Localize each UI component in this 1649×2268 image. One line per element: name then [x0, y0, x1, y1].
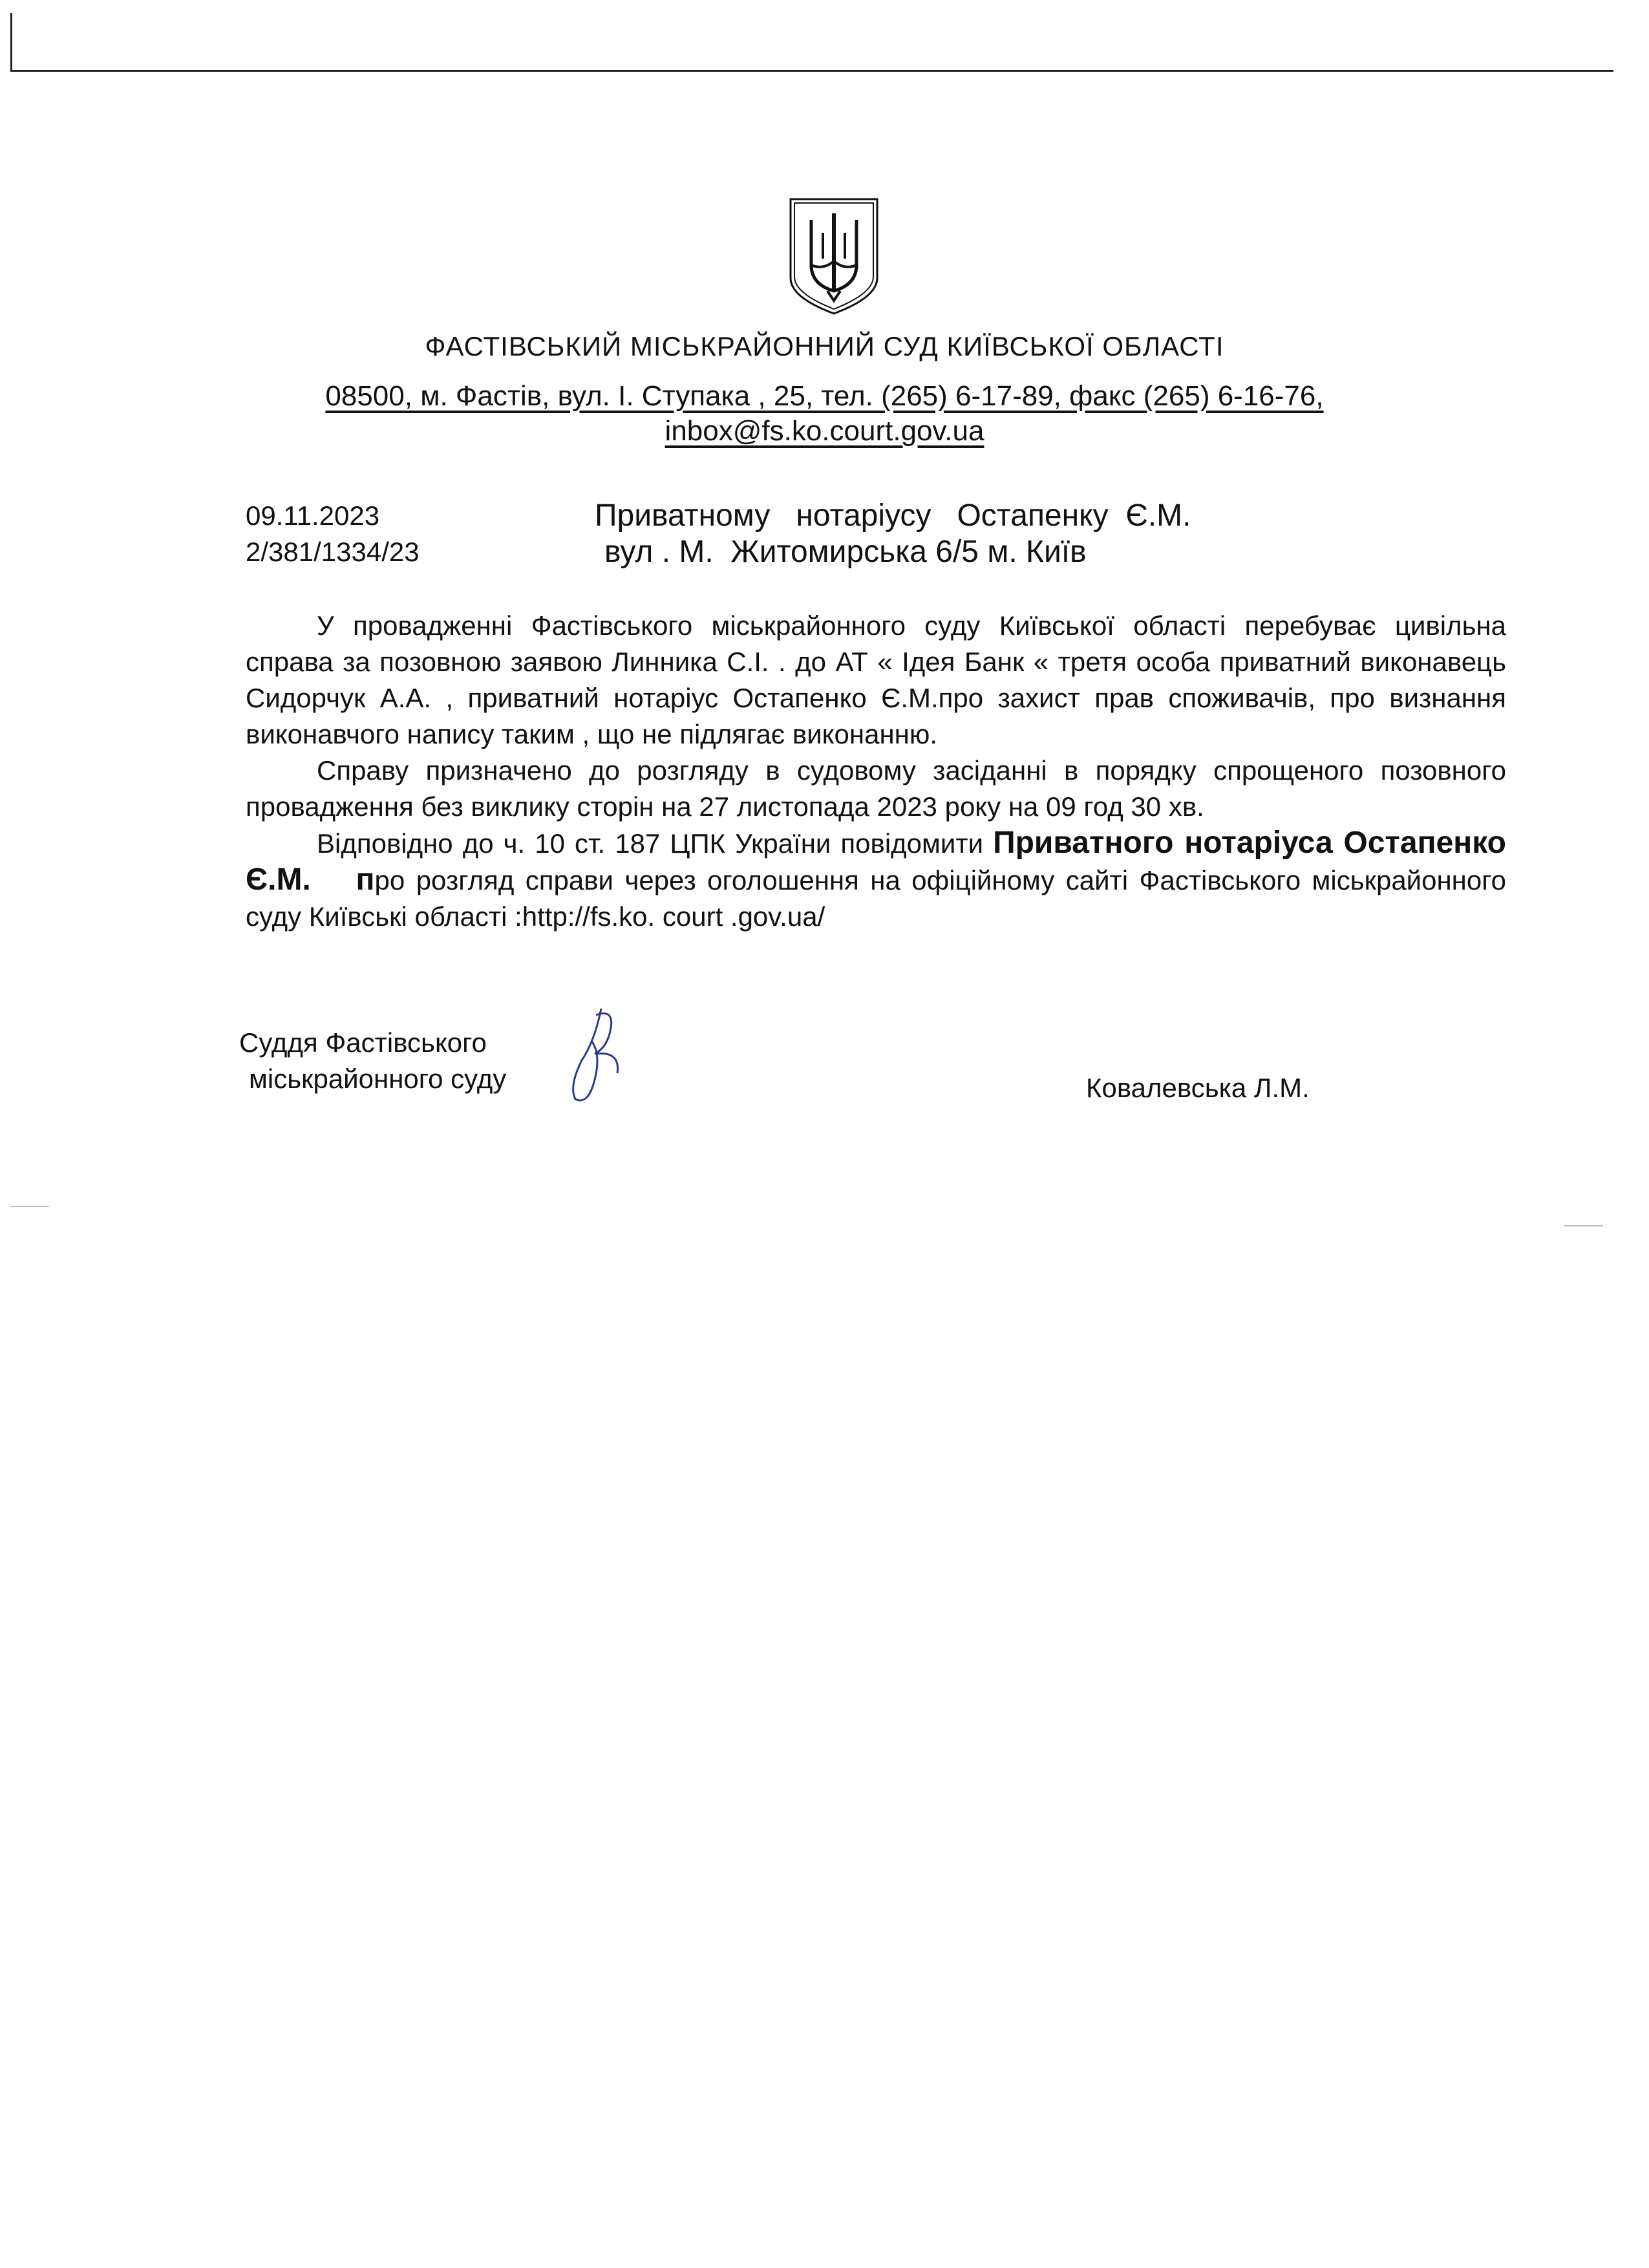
court-email[interactable]: inbox@fs.ko.court.gov.ua	[665, 415, 984, 447]
notification-recipient: Приватного нотаріуса Остапенко Є.М.	[246, 826, 1506, 897]
court-name: ФАСТІВСЬКИЙ МІСЬКРАЙОННИЙ СУД КИЇВСЬКОЇ ОБЛАСТІ	[425, 331, 1224, 361]
judge-title-line2: міськрайонного суду	[249, 1064, 507, 1094]
handwritten-signature	[556, 1002, 640, 1106]
notification-text-end: ро розгляд справи через оголошення на офіційному сайті Фастівського міськрайонного суду Київські області :http://fs.ko. court .gov.ua/	[246, 865, 1506, 932]
scan-edge-line-mid-right	[1564, 1225, 1603, 1226]
scan-edge-line-mid-left	[10, 1206, 49, 1207]
paragraph-case-info: У провадженні Фастівського міськрайонного суду Київської області перебуває цивільна справа за позовною заявою Линника С.І. . до АТ « Ідея Банк « третя особа приватний виконавець Сидорчук А.А. , приватний нотаріус Остапенко Є.М.про захист прав споживачів, про визнання виконавчого напису таким , що не підлягає виконанню.	[246, 610, 1506, 749]
recipient-name: Приватному нотаріусу Остапенку Є.М.	[595, 498, 1191, 533]
notification-text-start: Відповідно до ч. 10 ст. 187 ЦПК України повідомити	[317, 828, 984, 859]
scan-edge-line-top	[10, 70, 1613, 72]
notification-bold-letter: п	[356, 862, 375, 897]
document-date: 09.11.2023	[246, 500, 380, 531]
judge-title-line1: Суддя Фастівського	[239, 1027, 487, 1058]
letter-body	[246, 608, 1506, 935]
trident-emblem-icon	[785, 194, 882, 317]
court-email-row	[0, 415, 1649, 447]
court-address-line: 08500, м. Фастів, вул. І. Ступака , 25, тел. (265) 6-17-89, факс (265) 6-16-76,	[325, 380, 1324, 412]
recipient-address: вул . М. Житомирська 6/5 м. Київ	[604, 535, 1087, 569]
scan-edge-line-left	[10, 13, 12, 71]
paragraph-notification	[246, 825, 1506, 935]
court-address	[0, 380, 1649, 412]
paragraph-hearing-date: Справу призначено до розгляду в судовому засіданні в порядку спрощеного позовного провадження без виклику сторін на 27 листопада 2023 року на 09 год 30 хв.	[246, 755, 1506, 822]
document-reference: 2/381/1334/23	[246, 537, 420, 567]
judge-name: Ковалевська Л.М.	[1086, 1073, 1310, 1103]
coat-of-arms	[785, 194, 882, 317]
